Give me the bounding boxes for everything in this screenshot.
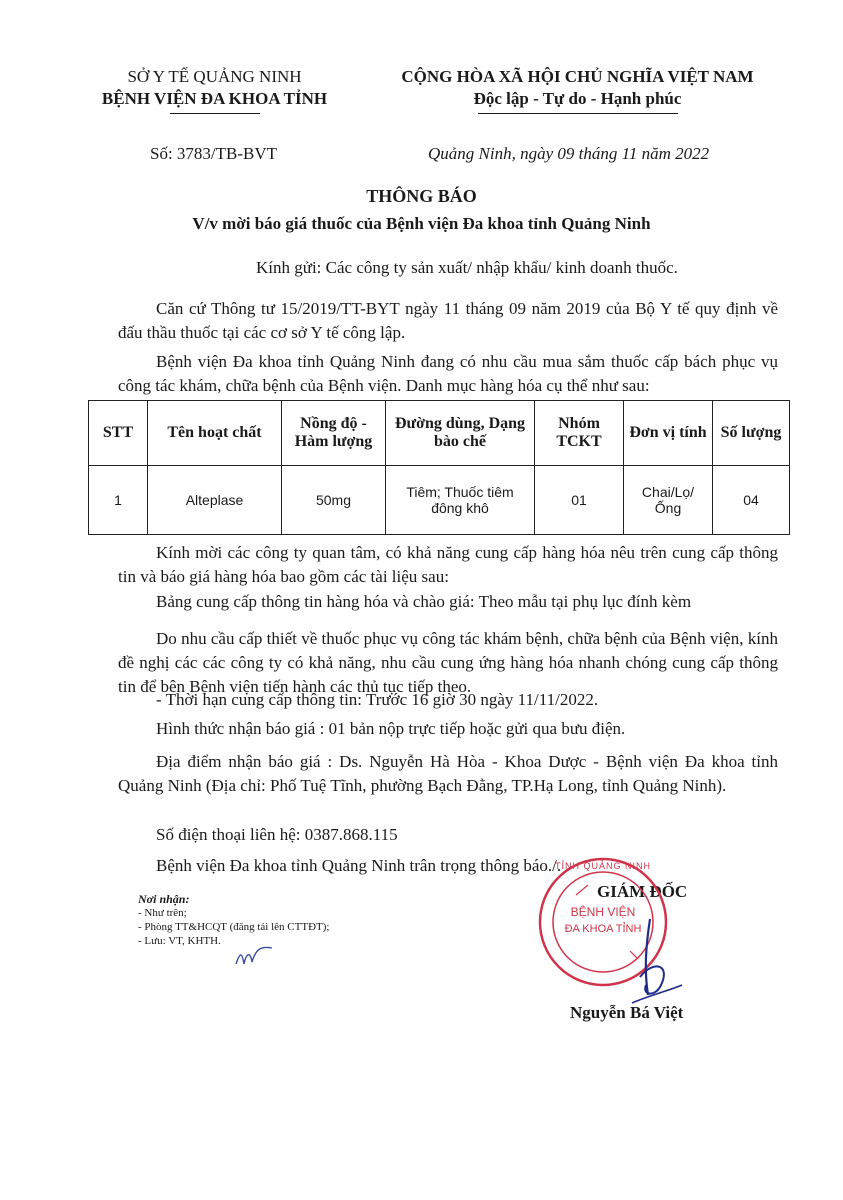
- table-header-row: [89, 401, 790, 466]
- issuing-authority: [92, 66, 337, 110]
- national-heading: [375, 66, 780, 110]
- recipient-item: - Phòng TT&HCQT (đăng tải lên CTTĐT);: [138, 921, 330, 933]
- cell-active-ingredient: Alteplase: [148, 466, 282, 535]
- hospital-name: BỆNH VIỆN ĐA KHOA TỈNH: [101, 89, 328, 108]
- closing-line: Bệnh viện Đa khoa tỉnh Quảng Ninh trân trọng thông báo./.: [156, 856, 562, 875]
- urgency-note: Do nhu cầu cấp thiết về thuốc phục vụ công tác khám bệnh, chữa bệnh của Bệnh viện, kính đề nghị các các công ty có khả năng, nhu cầu cung ứng hàng hóa nhanh chóng cung cấp thông tin để bên Bệnh viện tiến hành các thủ tục tiếp theo.: [118, 629, 778, 696]
- col-route-form: Đường dùng, Dạng bào chế: [386, 401, 535, 466]
- purchase-need: Bệnh viện Đa khoa tỉnh Quảng Ninh đang có nhu cầu mua sắm thuốc cấp bách phục vụ công tác khám, chữa bệnh của Bệnh viện. Danh mục hàng hóa cụ thể như sau:: [118, 352, 778, 395]
- col-stt: STT: [89, 401, 148, 466]
- national-motto: Độc lập - Tự do - Hạnh phúc: [473, 89, 682, 108]
- goods-table: [88, 400, 790, 535]
- recipients-label: Nơi nhận:: [138, 892, 190, 906]
- initials-mark: [232, 942, 276, 970]
- col-quantity: Số lượng: [713, 401, 790, 466]
- department-name: SỞ Y TẾ QUẢNG NINH: [127, 67, 302, 86]
- cell-route-form: Tiêm; Thuốc tiêm đông khô: [386, 466, 535, 535]
- submission-address: Địa điểm nhận báo giá : Ds. Nguyễn Hà Hòa - Khoa Dược - Bệnh viện Đa khoa tỉnh Quảng Ninh (Địa chỉ: Phố Tuệ Tĩnh, phường Bạch Đằng, TP.Hạ Long, tỉnh Quảng Ninh).: [118, 752, 778, 795]
- hospital-underline: [170, 113, 260, 114]
- table-row: [89, 466, 790, 535]
- director-signature: [610, 915, 690, 1010]
- document-title: THÔNG BÁO: [366, 186, 477, 206]
- cell-unit: Chai/Lọ/ Ống: [624, 466, 713, 535]
- recipient-item: - Như trên;: [138, 907, 187, 919]
- col-group: Nhóm TCKT: [535, 401, 624, 466]
- seal-outer-text: TỈNH QUẢNG NINH: [555, 861, 651, 871]
- cell-concentration: 50mg: [282, 466, 386, 535]
- document-date: Quảng Ninh, ngày 09 tháng 11 năm 2022: [428, 144, 710, 163]
- recipient-item: - Lưu: VT, KHTH.: [138, 935, 221, 947]
- col-active-ingredient: Tên hoạt chất: [148, 401, 282, 466]
- cell-group: 01: [535, 466, 624, 535]
- document-number: Số: 3783/TB-BVT: [150, 144, 278, 163]
- submission-method: Hình thức nhận báo giá : 01 bản nộp trực tiếp hoặc gửi qua bưu điện.: [156, 719, 626, 738]
- recipients-block: [138, 892, 329, 948]
- deadline: - Thời hạn cung cấp thông tin: Trước 16 giờ 30 ngày 11/11/2022.: [156, 690, 599, 709]
- document-subject: V/v mời báo giá thuốc của Bệnh viện Đa khoa tỉnh Quảng Ninh: [192, 214, 651, 233]
- director-name: Nguyễn Bá Việt: [570, 1003, 684, 1022]
- required-documents: Bảng cung cấp thông tin hàng hóa và chào giá: Theo mẫu tại phụ lục đính kèm: [156, 592, 692, 611]
- legal-basis: Căn cứ Thông tư 15/2019/TT-BYT ngày 11 tháng 09 năm 2019 của Bộ Y tế quy định về đấu thầu thuốc tại các cơ sở Y tế công lập.: [118, 299, 778, 342]
- country-name: CỘNG HÒA XÃ HỘI CHỦ NGHĨA VIỆT NAM: [401, 67, 754, 86]
- director-title: GIÁM ĐỐC: [597, 882, 688, 901]
- contact-phone: Số điện thoại liên hệ: 0387.868.115: [156, 825, 398, 844]
- motto-underline: [478, 113, 678, 114]
- col-concentration: Nồng độ - Hàm lượng: [282, 401, 386, 466]
- cell-quantity: 04: [713, 466, 790, 535]
- cell-stt: 1: [89, 466, 148, 535]
- col-unit: Đơn vị tính: [624, 401, 713, 466]
- greeting: Kính gửi: Các công ty sản xuất/ nhập khẩu/ kinh doanh thuốc.: [256, 258, 678, 277]
- seal-line-2: ĐA KHOA TỈNH: [564, 923, 642, 935]
- invitation: Kính mời các công ty quan tâm, có khả năng cung cấp hàng hóa nêu trên cung cấp thông tin và báo giá hàng hóa bao gồm các tài liệu sau:: [118, 543, 778, 586]
- seal-line-1: BỆNH VIỆN: [570, 905, 636, 919]
